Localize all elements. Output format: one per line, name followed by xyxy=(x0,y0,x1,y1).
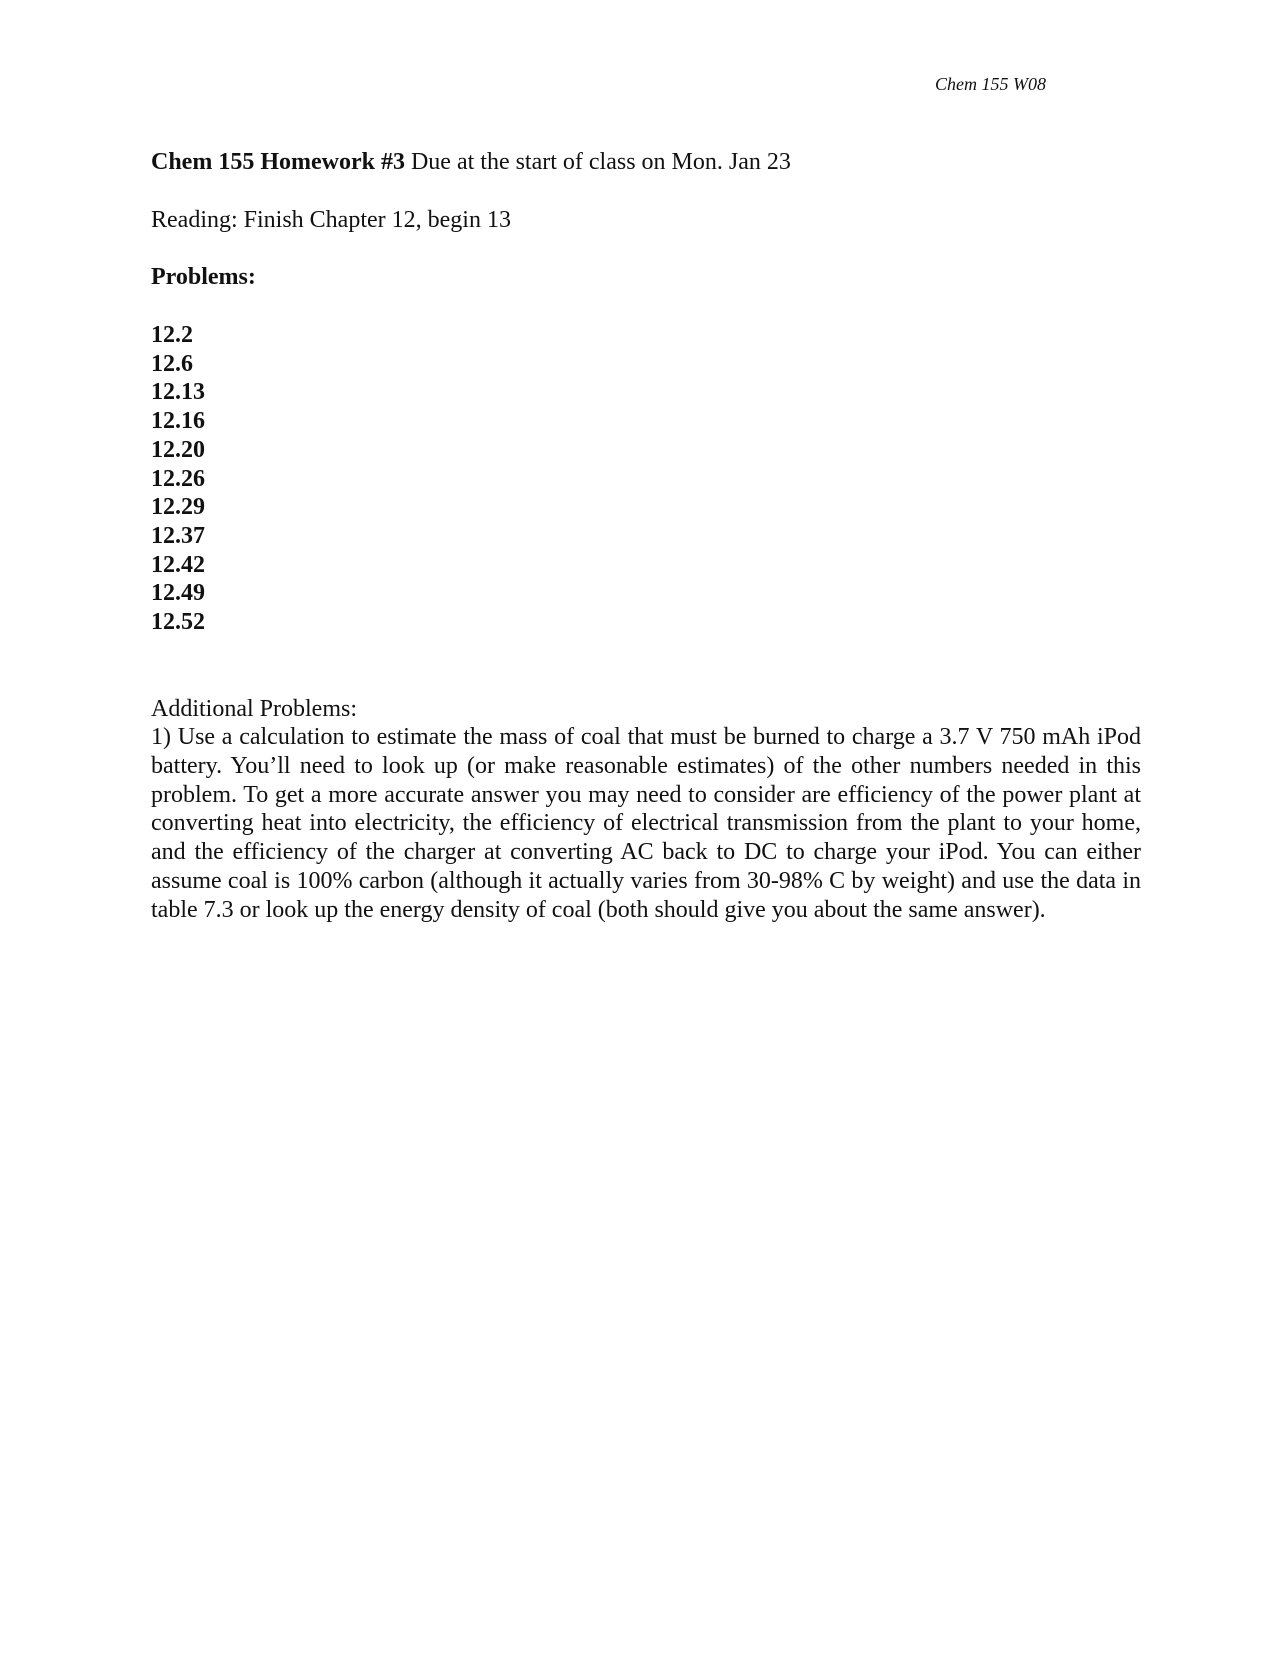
problem-item: 12.16 xyxy=(151,408,205,435)
homework-title-bold: Chem 155 Homework #3 xyxy=(151,149,405,175)
problems-heading: Problems: xyxy=(151,264,256,291)
problem-item: 12.26 xyxy=(151,465,205,492)
problem-item: 12.37 xyxy=(151,522,205,549)
problem-item: 12.42 xyxy=(151,551,205,578)
problem-list xyxy=(151,321,1141,637)
running-header: Chem 155 W08 xyxy=(935,74,1046,94)
additional-problem-1: 1) Use a calculation to estimate the mass of coal that must be burned to charge a 3.7 V 750 mAh iPod battery. You’ll need to look up (or make reasonable estimates) of the other numbers needed in this problem. To get a more accurate answer you may need to consider are efficiency of the power plant at converting heat into electricity, the efficiency of electrical transmission from the plant to your home, and the efficiency of the charger at converting AC back to DC to charge your iPod. You can either assume coal is 100% carbon (although it actually varies from 30-98% C by weight) and use the data in table 7.3 or look up the energy density of coal (both should give you about the same answer). xyxy=(151,724,1141,923)
problem-item: 12.52 xyxy=(151,608,205,635)
document-body xyxy=(151,148,1141,924)
problem-item: 12.49 xyxy=(151,580,205,607)
problem-item: 12.6 xyxy=(151,350,193,377)
reading-assignment: Reading: Finish Chapter 12, begin 13 xyxy=(151,206,511,233)
problem-item: 12.2 xyxy=(151,322,193,349)
homework-title xyxy=(151,148,1141,177)
problem-item: 12.29 xyxy=(151,494,205,521)
homework-due-date: Due at the start of class on Mon. Jan 23 xyxy=(404,149,791,175)
additional-problems-heading: Additional Problems: xyxy=(151,695,357,722)
problem-item: 12.20 xyxy=(151,436,205,463)
problem-item: 12.13 xyxy=(151,379,205,406)
